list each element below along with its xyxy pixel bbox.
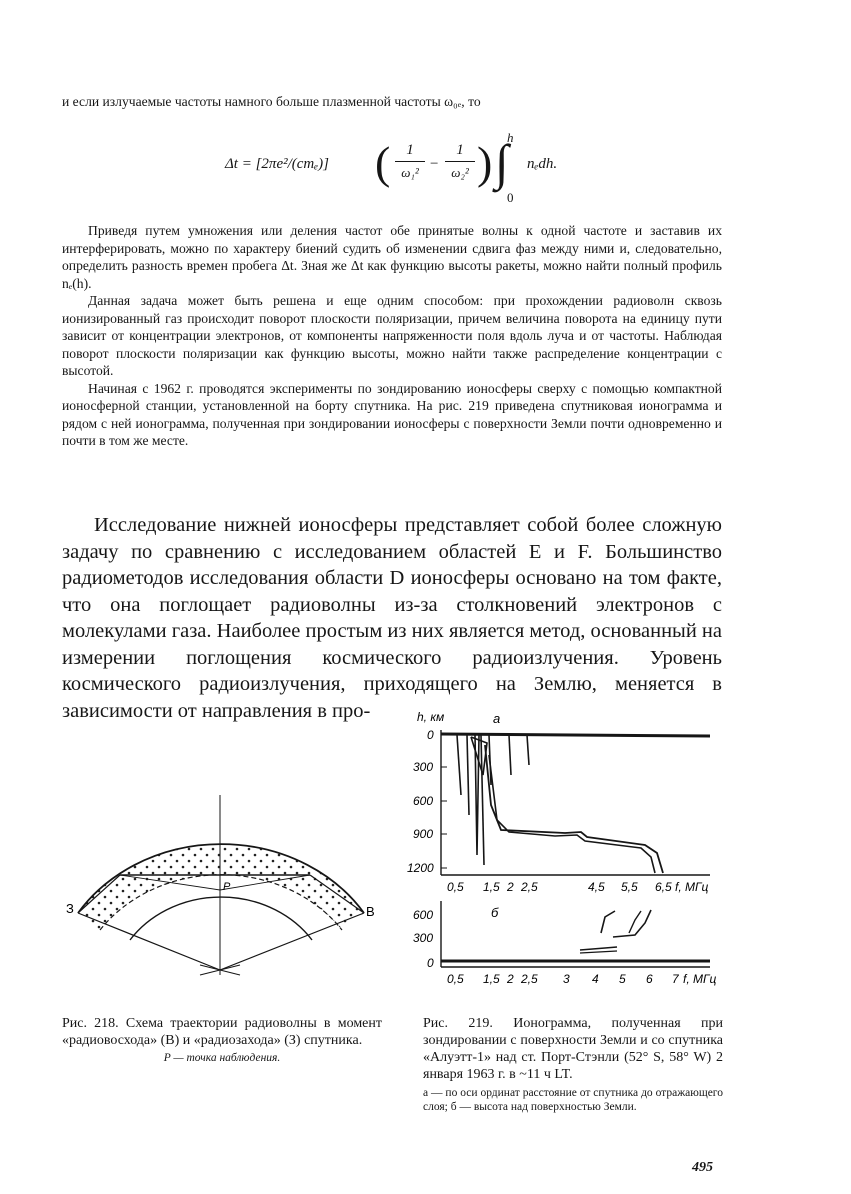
y-tick: 300 [413, 931, 434, 945]
formula-lhs: Δt = [2πe²/(cmₑ)] [225, 156, 330, 172]
fig219-caption: Рис. 219. Ионограмма, полученная при зондировании с поверхности Земли и со спутника «Алуэтт-1» над ст. Порт-Стэнли (52° S, 58° W) 2 января 1963 г. в ~11 ч LT. [423, 1016, 723, 1082]
formula-upper: h [507, 130, 514, 145]
y-tick: 0 [427, 956, 434, 970]
fig219-panel-a: а [493, 711, 501, 726]
x-tick: 1,5 [483, 972, 500, 986]
fig218-note: P — точка наблюдения. [163, 1052, 281, 1064]
paragraph: Начиная с 1962 г. проводятся эксперименты по зондированию ионосферы сверху с помощью компактной ионосферной станции, установленной на борту спутника. На рис. 219 приведена спутниковая ионограмма и рядом с ней ионограмма, полученная при зондировании ионосферы с поверхности Земли почти одновременно и почти в том же месте. [62, 380, 722, 448]
formula-frac1-num: 1 [406, 142, 414, 158]
fig218-label-P: P [223, 881, 231, 893]
fig219-a-xticks [447, 880, 709, 894]
x-tick: 7 [672, 972, 679, 986]
x-tick: 2,5 [521, 880, 538, 894]
x-tick: 6 [646, 972, 653, 986]
formula: Δt = [2πe²/(cmₑ)] ( 1 ω₁² − 1 ω₂² ) h ∫ 0 nₑdh. [225, 130, 558, 205]
fig219-b-yticks [413, 908, 434, 970]
x-tick: 3 [563, 972, 570, 986]
y-tick: 900 [413, 827, 434, 841]
small-text-block [62, 222, 722, 450]
x-tick: 6,5 [655, 880, 672, 894]
formula-integrand: nₑdh. [527, 156, 558, 172]
y-tick: 1200 [407, 861, 434, 875]
fig219-axis-label: h, км [417, 710, 445, 724]
fig219-a-yticks [407, 728, 434, 875]
figure-218 [60, 780, 390, 1000]
y-tick: 600 [413, 794, 434, 808]
figure-219 [405, 705, 725, 995]
x-tick: 4,5 [588, 880, 605, 894]
x-unit: f, МГц [675, 880, 709, 894]
x-tick: 2,5 [521, 972, 538, 986]
x-tick: 5 [619, 972, 626, 986]
formula-frac2-num: 1 [456, 142, 464, 158]
x-tick: 2 [507, 880, 514, 894]
large-text-block [62, 512, 722, 724]
x-unit: f, МГц [683, 972, 717, 986]
fig219-panel-b: б [491, 905, 499, 920]
x-tick: 2 [507, 972, 514, 986]
intro-line: и если излучаемые частоты намного больше плазменной частоты ω₀ₑ, то [62, 94, 481, 109]
formula-minus: − [430, 156, 439, 172]
ionosphere-band [78, 844, 364, 930]
x-tick: 0,5 [447, 972, 464, 986]
fig219-note: а — по оси ординат расстояние от спутника до отражающего слоя; б — высота над поверхностью Земли. [423, 1087, 723, 1113]
x-tick: 1,5 [483, 880, 500, 894]
paragraph: Данная задача может быть решена и еще одним способом: при прохождении радиоволн сквозь ионизированный газ происходит поворот плоскости поляризации, причем величина поворота на единицу пути зависит от концентрации электронов, от компоненты напряженности поля вдоль луча и от частоты. Наблюдая поворот плоскости поляризации как функцию высоты, можно найти также распределение концентрации с высотой. [62, 293, 722, 378]
fig218-label-B: В [366, 904, 375, 919]
fig218-label-3: З [66, 901, 74, 916]
fig219-caption-block [423, 1015, 723, 1114]
y-tick: 0 [427, 728, 434, 742]
y-tick: 600 [413, 908, 434, 922]
paragraph: Исследование нижней ионосферы представляет собой более сложную задачу по сравнению с исследованием областей E и F. Большинство радиометодов исследования области D ионосферы основано на том факте, что она поглощает радиоволны из-за столкновений электронов с молекулами газа. Наиболее простым из них является метод, основанный на измерении поглощения космического радиоизлучения. Уровень космического радиоизлучения, приходящего на Землю, меняется в зависимости от направления в про- [62, 514, 722, 722]
page-number: 495 [692, 1160, 713, 1175]
x-tick: 4 [592, 972, 599, 986]
x-tick: 0,5 [447, 880, 464, 894]
formula-frac1-den: ω₁² [401, 165, 419, 180]
paragraph: Приведя путем умножения или деления частот обе принятые волны к одной частоте и заставив их интерферировать, можно по характеру биений судить об изменении сдвига фаз между ними и, следовательно, определить разность времен пробега Δt. Зная же Δt как функцию высоты ракеты, можно найти полный профиль nₑ(h). [62, 223, 722, 291]
formula-frac2-den: ω₂² [451, 165, 469, 180]
x-tick: 5,5 [621, 880, 638, 894]
fig218-caption-block [62, 1015, 382, 1066]
y-tick: 300 [413, 760, 434, 774]
fig219-b-xticks [447, 972, 717, 986]
formula-integral: ∫ [495, 134, 509, 190]
earth-arc [130, 897, 312, 940]
formula-lower: 0 [507, 190, 514, 205]
fig218-caption: Рис. 218. Схема траектории радиоволны в момент «радиовосхода» (В) и «радиозахода» (З) спутника. [62, 1016, 382, 1048]
